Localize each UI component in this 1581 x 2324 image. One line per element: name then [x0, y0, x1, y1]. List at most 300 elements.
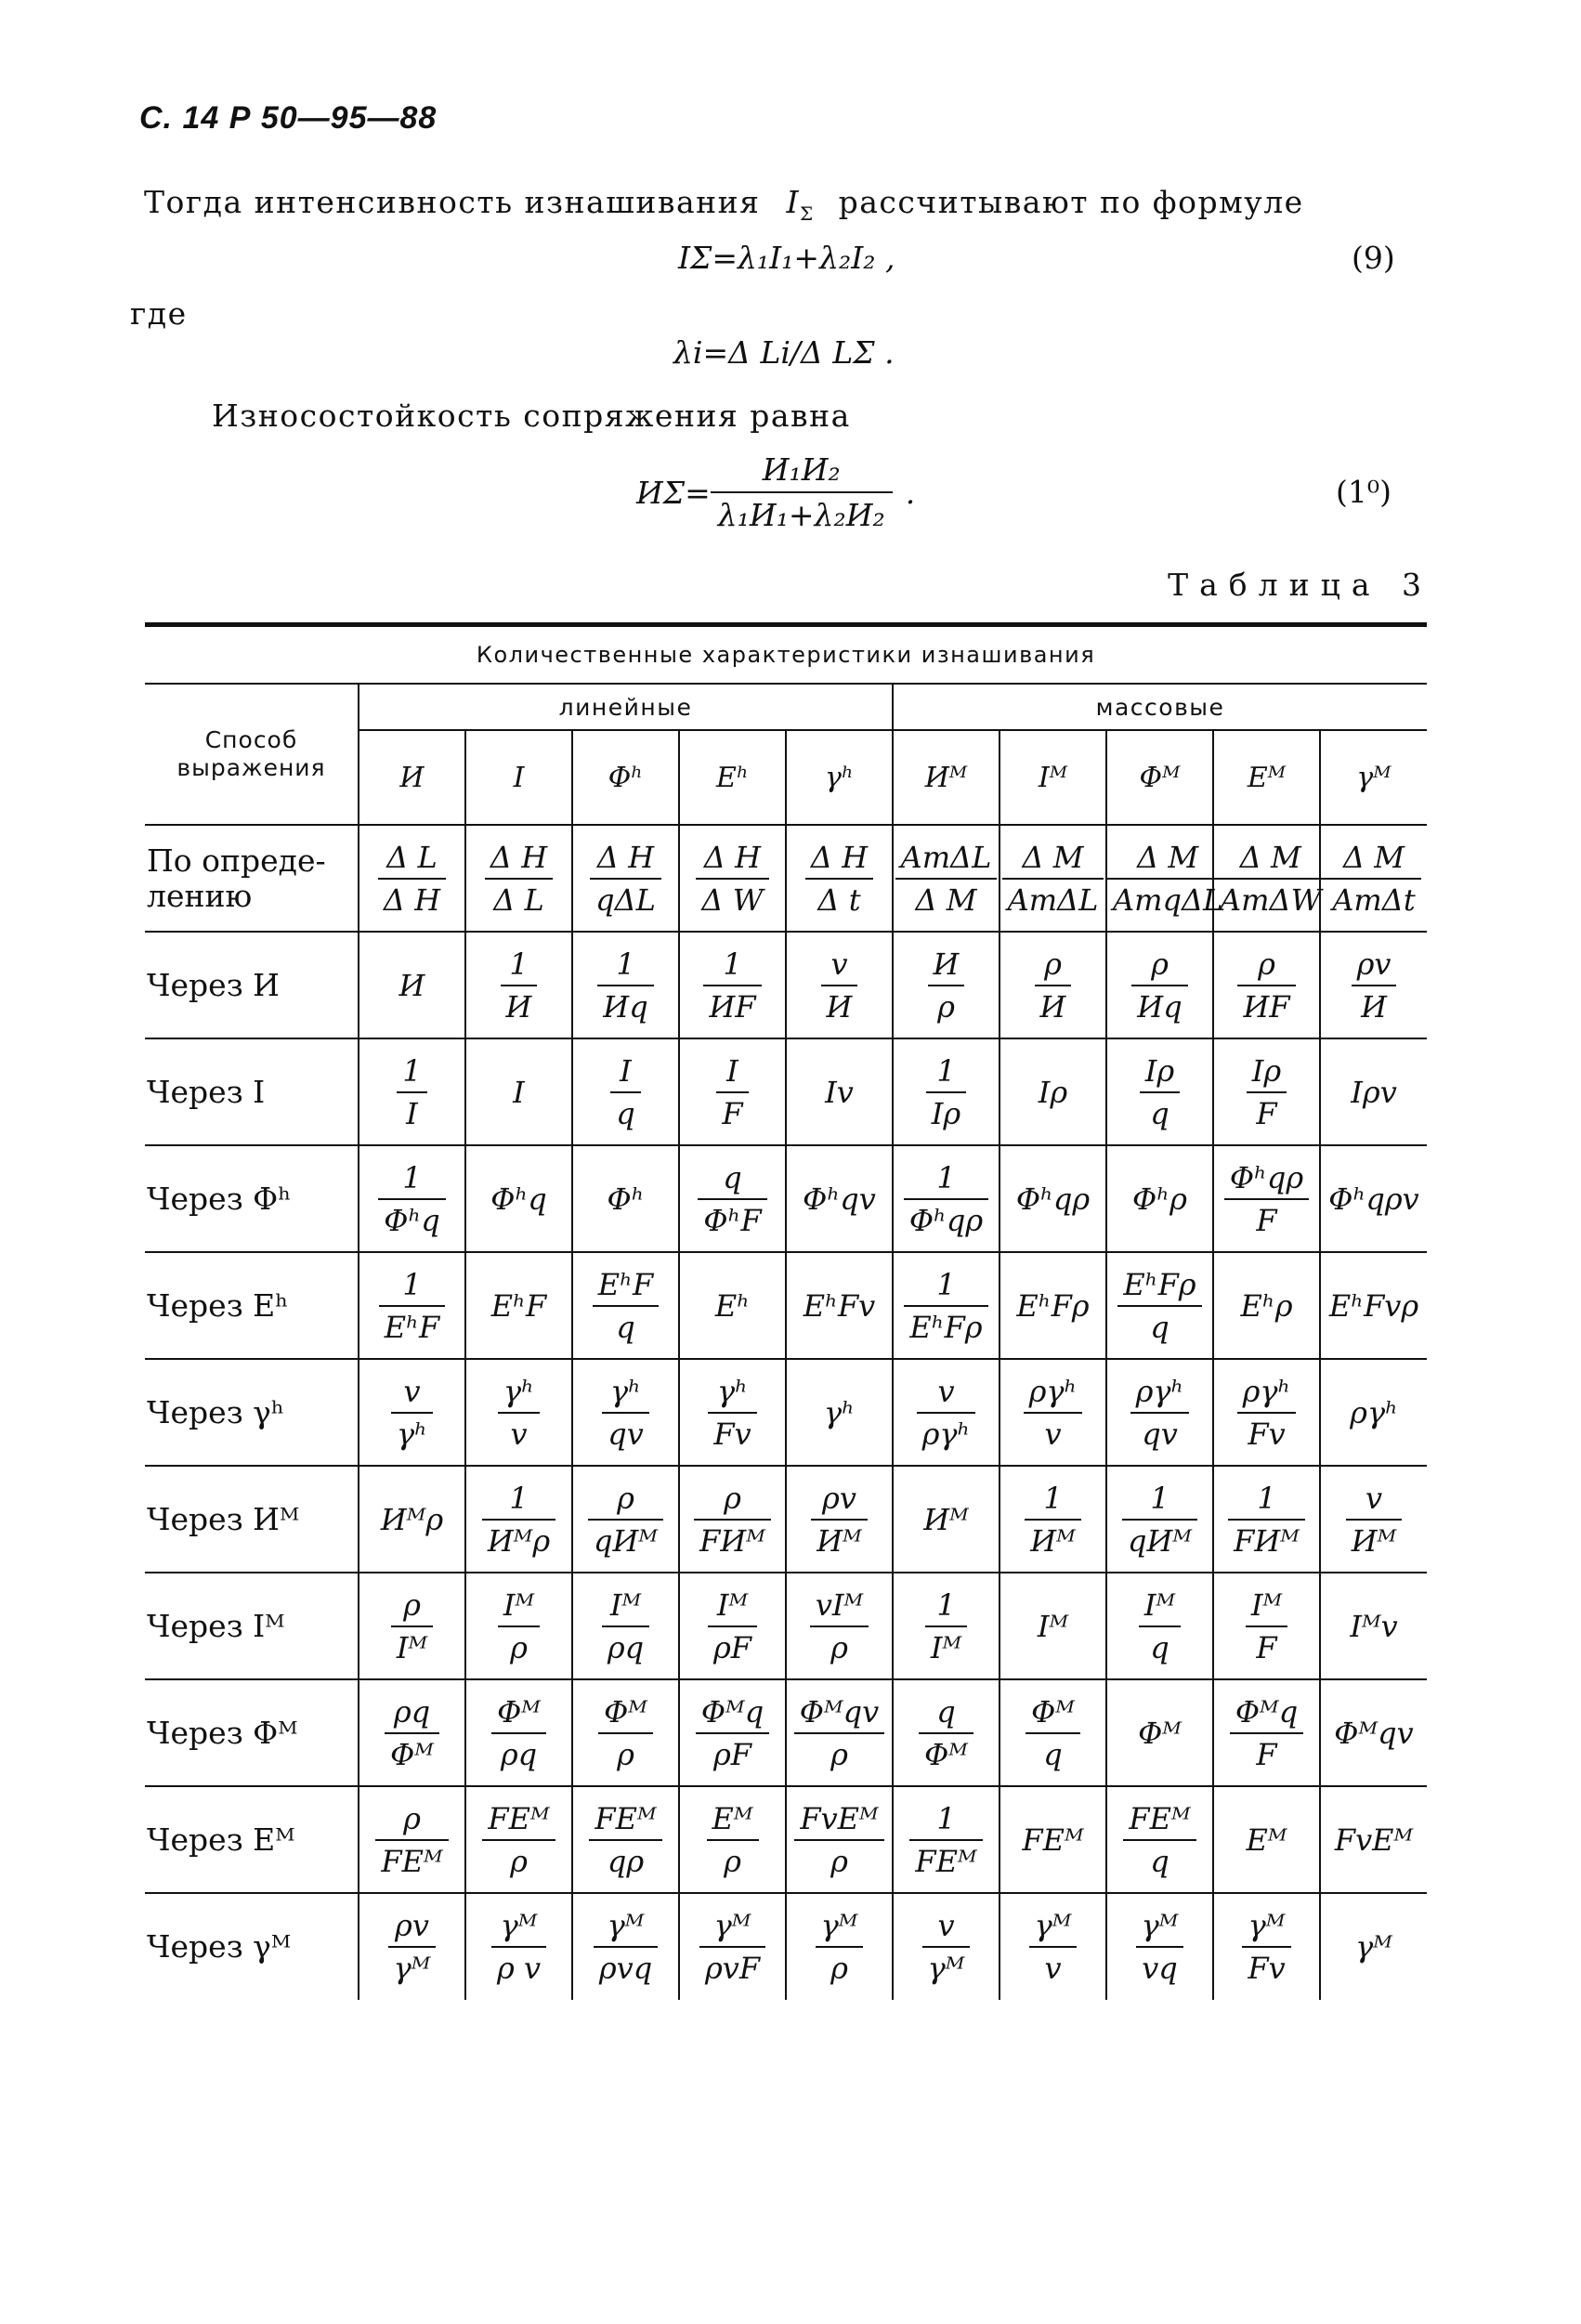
formula-cell [1213, 1252, 1320, 1359]
formula-numerator: Iρ [1144, 1052, 1175, 1089]
equation-10-numerator: И₁И₂ [762, 451, 841, 488]
row-label: По опреде- лению [145, 825, 359, 932]
formula-fraction [588, 1482, 663, 1559]
formula-fraction [1136, 1909, 1184, 1986]
formula-cell [1320, 1679, 1427, 1786]
formula-fraction [1024, 1375, 1083, 1452]
formula-cell [786, 1359, 893, 1466]
table-row [145, 1679, 1427, 1786]
formula-fraction [708, 1375, 756, 1452]
table-row [145, 1466, 1427, 1573]
formula-cell [359, 1893, 465, 2000]
formula-cell [1213, 1466, 1320, 1573]
formula-numerator: I [726, 1052, 738, 1089]
formula-cell [679, 1893, 786, 2000]
formula-fraction [810, 1588, 869, 1665]
formula-denominator: ρ [794, 1732, 884, 1772]
formula-expression: Iᴹ [1037, 1608, 1069, 1644]
formula-denominator: AтΔt [1326, 878, 1420, 918]
formula-denominator: F [1247, 1091, 1287, 1131]
formula-cell [1106, 1038, 1213, 1145]
formula-numerator: ρ [1258, 946, 1275, 982]
row-label: Через Iᴹ [145, 1573, 359, 1679]
formula-denominator: FИᴹ [694, 1519, 771, 1559]
formula-cell [786, 1679, 893, 1786]
formula-fraction [1002, 841, 1104, 918]
formula-fraction [1035, 947, 1072, 1025]
formula-numerator: 1 [509, 1480, 529, 1516]
formula-fraction [696, 841, 768, 918]
formula-numerator: γʰ [717, 1373, 748, 1409]
formula-fraction [922, 1909, 971, 1986]
formula-numerator: I [620, 1052, 632, 1089]
formula-fraction [1029, 1909, 1078, 1986]
formula-cell [1106, 825, 1223, 932]
formula-fraction [597, 947, 653, 1025]
formula-numerator: ργʰ [1028, 1373, 1078, 1409]
formula-fraction [498, 1588, 540, 1665]
formula-cell [465, 1145, 572, 1252]
formula-cell [359, 1038, 465, 1145]
formula-expression: Iρ [1038, 1074, 1068, 1110]
group-header-linear: линейные [359, 684, 893, 730]
symbol-header-E-h: Eʰ [679, 730, 786, 825]
formula-numerator: γᴹ [1248, 1908, 1286, 1944]
formula-expression: Φᴹ [1138, 1715, 1182, 1751]
equation-10-dot: . [905, 474, 916, 511]
formula-cell [1320, 1359, 1427, 1466]
formula-cell [679, 1466, 786, 1573]
formula-cell [1000, 1252, 1106, 1359]
formula-expression: EʰF [490, 1287, 547, 1324]
formula-cell [1106, 1466, 1213, 1573]
formula-denominator: ρ [482, 1839, 555, 1879]
formula-cell [1213, 1573, 1320, 1679]
formula-numerator: 1 [723, 946, 742, 982]
formula-cell [572, 1679, 679, 1786]
row-label: Через Φᴹ [145, 1679, 359, 1786]
formula-denominator: ργʰ [917, 1412, 976, 1452]
formula-denominator: Iᴹ [391, 1625, 433, 1665]
formula-fraction [1139, 1588, 1181, 1665]
formula-denominator: Φᴹ [385, 1732, 439, 1772]
formula-numerator: ρv [822, 1480, 856, 1516]
formula-fraction [1122, 1482, 1197, 1559]
formula-cell [465, 1359, 572, 1466]
formula-expression: Φᴹqv [1334, 1715, 1414, 1751]
formula-cell [1213, 825, 1320, 932]
formula-denominator: Φʰq [378, 1198, 446, 1238]
formula-denominator: F [716, 1091, 748, 1131]
formula-denominator: Φᴹ [919, 1732, 973, 1772]
formula-cell [1213, 1359, 1320, 1466]
formula-denominator: γᴹ [388, 1946, 437, 1986]
formula-expression: FEᴹ [1022, 1821, 1084, 1858]
equation-10 [636, 451, 915, 533]
formula-expression: Φʰqv [803, 1181, 876, 1217]
table-stub-header: Способ выражения [145, 684, 359, 825]
equation-10-fraction [711, 451, 893, 533]
equation-10-lhs: ИΣ= [636, 474, 711, 511]
formula-fraction [1130, 1375, 1190, 1452]
formula-cell [572, 1038, 679, 1145]
formula-fraction [1107, 841, 1228, 918]
formula-cell [465, 1893, 572, 2000]
formula-cell [679, 1038, 786, 1145]
formula-numerator: γᴹ [1141, 1908, 1179, 1944]
formula-numerator: 1 [509, 946, 529, 982]
formula-cell [1106, 1893, 1213, 2000]
formula-fraction [1237, 947, 1295, 1025]
formula-cell [1106, 1145, 1213, 1252]
formula-cell [1000, 1038, 1106, 1145]
formula-denominator: Иᴹ [1025, 1519, 1081, 1559]
formula-numerator: Iᴹ [609, 1586, 642, 1623]
formula-denominator: Иᴹρ [482, 1519, 555, 1559]
formula-cell [572, 1573, 679, 1679]
formula-expression: Iρv [1351, 1074, 1397, 1110]
formula-denominator: Иᴹ [811, 1519, 868, 1559]
formula-denominator: v [1024, 1412, 1083, 1452]
formula-fraction [482, 1802, 555, 1879]
formula-cell [679, 1786, 786, 1893]
formula-cell [1000, 825, 1106, 932]
formula-cell [1320, 1893, 1427, 2000]
formula-cell [679, 1145, 786, 1252]
formula-cell [1000, 1145, 1106, 1252]
formula-fraction [694, 1482, 771, 1559]
formula-denominator: Φʰqρ [904, 1198, 988, 1238]
formula-denominator: q [1026, 1732, 1080, 1772]
formula-cell [1320, 1145, 1427, 1252]
formula-cell [465, 1786, 572, 1893]
paragraph-intensity-text: Тогда интенсивность изнашивания [144, 184, 761, 220]
formula-cell [786, 1893, 893, 2000]
formula-cell [1106, 1786, 1213, 1893]
formula-cell [893, 1145, 1000, 1252]
formula-cell [359, 932, 465, 1038]
formula-numerator: 1 [936, 1052, 956, 1089]
formula-denominator: Δ t [805, 878, 873, 918]
formula-numerator: FEᴹ [1129, 1800, 1191, 1836]
formula-numerator: Φᴹ [1031, 1693, 1075, 1730]
formula-numerator: γʰ [503, 1373, 534, 1409]
formula-fraction [491, 1909, 546, 1986]
formula-denominator: AтΔW [1214, 878, 1326, 918]
formula-fraction [928, 947, 965, 1025]
formula-numerator: Δ H [596, 839, 655, 875]
formula-cell [1000, 1359, 1106, 1466]
formula-numerator: ρ [1044, 946, 1062, 982]
formula-numerator: ρ [403, 1586, 421, 1623]
formula-cell [1320, 1786, 1427, 1893]
formula-cell [1320, 1038, 1427, 1145]
formula-denominator: AтqΔL [1107, 878, 1228, 918]
formula-cell [1106, 1359, 1213, 1466]
formula-cell [679, 1252, 786, 1359]
formula-numerator: Eᴹ [712, 1800, 753, 1836]
formula-denominator: qИᴹ [588, 1519, 663, 1559]
formula-fraction [610, 1054, 640, 1131]
formula-expression: γʰ [824, 1394, 855, 1430]
formula-numerator: Φᴹqv [799, 1693, 880, 1730]
formula-numerator: v [937, 1373, 955, 1409]
formula-fraction [1025, 1482, 1081, 1559]
formula-numerator: Δ M [1137, 839, 1199, 875]
formula-numerator: 1 [402, 1266, 422, 1302]
table-row [145, 825, 1427, 932]
formula-denominator: Fv [1242, 1946, 1290, 1986]
formula-denominator: ρvq [594, 1946, 658, 1986]
formula-cell [359, 1466, 465, 1573]
group-header-mass: массовые [893, 684, 1427, 730]
formula-cell [1213, 1679, 1320, 1786]
formula-fraction [1117, 1268, 1201, 1345]
formula-fraction [501, 947, 538, 1025]
formula-cell [679, 825, 786, 932]
symbol-header-Phi-m: Φᴹ [1106, 730, 1213, 825]
formula-fraction [926, 1054, 966, 1131]
formula-denominator: FИᴹ [1228, 1519, 1305, 1559]
formula-cell [572, 1786, 679, 1893]
formula-fraction [1230, 1695, 1303, 1772]
equation-9-number: (9) [1352, 240, 1395, 276]
formula-numerator: Δ H [703, 839, 762, 875]
formula-denominator: q [1117, 1305, 1201, 1345]
formula-denominator: vq [1136, 1946, 1184, 1986]
formula-denominator: q [593, 1305, 659, 1345]
formula-numerator: 1 [936, 1266, 956, 1302]
formula-denominator: ρ [498, 1625, 540, 1665]
symbol-header-Phi-h: Φʰ [572, 730, 679, 825]
table-3 [145, 622, 1427, 2000]
formula-fraction [811, 1482, 868, 1559]
formula-cell [893, 932, 1000, 1038]
formula-cell [893, 1786, 1000, 1893]
formula-numerator: AтΔL [900, 839, 992, 875]
formula-fraction [379, 1268, 445, 1345]
formula-cell [786, 1038, 893, 1145]
formula-cell [359, 1145, 465, 1252]
formula-numerator: ρv [395, 1908, 429, 1944]
formula-numerator: γᴹ [820, 1908, 858, 1944]
formula-numerator: vIᴹ [815, 1586, 864, 1623]
formula-numerator: v [403, 1373, 421, 1409]
formula-expression: Φʰq [490, 1181, 547, 1217]
row-label: Через γʰ [145, 1359, 359, 1466]
formula-cell [572, 1466, 679, 1573]
formula-numerator: Δ H [810, 839, 869, 875]
formula-denominator: Iρ [926, 1091, 966, 1131]
formula-fraction [805, 841, 873, 918]
formula-fraction [397, 1054, 426, 1131]
formula-denominator: v [498, 1412, 540, 1452]
formula-numerator: Δ L [386, 839, 438, 875]
formula-fraction [698, 1161, 766, 1238]
formula-denominator: Иq [1131, 985, 1187, 1025]
formula-numerator: v [830, 946, 848, 982]
symbol-header-I: I [465, 730, 572, 825]
formula-numerator: ρ [724, 1480, 741, 1516]
formula-expression: Φʰρ [1132, 1181, 1187, 1217]
formula-fraction [1224, 1161, 1309, 1238]
formula-fraction [1026, 1695, 1080, 1772]
formula-numerator: Iᴹ [1143, 1586, 1176, 1623]
formula-numerator: Δ M [1022, 839, 1084, 875]
formula-numerator: γᴹ [1034, 1908, 1072, 1944]
formula-cell [1000, 1466, 1106, 1573]
formula-expression: Иᴹρ [380, 1501, 444, 1537]
formula-fraction [1140, 1054, 1180, 1131]
formula-cell [465, 932, 572, 1038]
formula-numerator: ρv [1356, 946, 1392, 982]
formula-numerator: q [723, 1159, 742, 1195]
formula-numerator: γᴹ [607, 1908, 645, 1944]
formula-cell [1106, 1679, 1213, 1786]
formula-denominator: ρq [602, 1625, 649, 1665]
formula-numerator: 1 [402, 1052, 422, 1089]
formula-cell [572, 1893, 679, 2000]
formula-numerator: ργʰ [1242, 1373, 1291, 1409]
formula-denominator: F [1224, 1198, 1309, 1238]
formula-cell [1320, 825, 1427, 932]
formula-denominator: AтΔL [1002, 878, 1104, 918]
formula-expression: Eᴹ [1246, 1821, 1287, 1858]
formula-cell [572, 1252, 679, 1359]
formula-denominator: Иᴹ [1346, 1519, 1403, 1559]
formula-denominator: q [1123, 1839, 1196, 1879]
formula-denominator: ρ [794, 1839, 883, 1879]
formula-numerator: Iᴹ [503, 1586, 535, 1623]
formula-denominator: И [821, 985, 858, 1025]
formula-fraction [590, 841, 661, 918]
table-row [145, 1252, 1427, 1359]
formula-fraction [925, 1588, 967, 1665]
formula-numerator: Φᴹ [497, 1693, 541, 1730]
formula-denominator: ρF [696, 1732, 769, 1772]
formula-numerator: 1 [1150, 1480, 1169, 1516]
formula-denominator: Fv [1237, 1412, 1297, 1452]
formula-denominator: ρ [707, 1839, 759, 1879]
formula-denominator: FEᴹ [375, 1839, 448, 1879]
formula-numerator: И [933, 946, 960, 982]
formula-cell [786, 1573, 893, 1679]
formula-cell [572, 1359, 679, 1466]
formula-numerator: ργʰ [1135, 1373, 1184, 1409]
formula-fraction [707, 1802, 759, 1879]
formula-numerator: γʰ [610, 1373, 641, 1409]
paragraph-intensity [144, 184, 1304, 225]
formula-fraction [589, 1802, 661, 1879]
formula-denominator: И [1035, 985, 1072, 1025]
formula-denominator: qρ [589, 1839, 661, 1879]
paragraph-wear-resistance: Износостойкость сопряжения равна [212, 398, 851, 434]
formula-denominator: FEᴹ [909, 1839, 982, 1879]
formula-fraction [794, 1802, 883, 1879]
formula-cell [359, 1252, 465, 1359]
formula-cell [572, 932, 679, 1038]
formula-fraction [794, 1695, 884, 1772]
formula-denominator: ρq [491, 1732, 546, 1772]
formula-denominator: Δ M [895, 878, 998, 918]
formula-fraction [375, 1802, 448, 1879]
formula-cell [1000, 1893, 1106, 2000]
formula-denominator: ρvF [699, 1946, 765, 1986]
formula-fraction [917, 1375, 976, 1452]
formula-cell [465, 1038, 572, 1145]
intensity-symbol: I [786, 184, 800, 220]
formula-cell [1106, 932, 1213, 1038]
row-label: Через I [145, 1038, 359, 1145]
formula-cell [893, 1359, 1000, 1466]
formula-numerator: Δ M [1343, 839, 1405, 875]
formula-cell [679, 1573, 786, 1679]
formula-fraction [1123, 1802, 1196, 1879]
formula-fraction [1326, 841, 1420, 918]
formula-cell [893, 1893, 1000, 2000]
symbol-header-I-cyr-m: Иᴹ [893, 730, 1000, 825]
row-label: Через γᴹ [147, 1928, 292, 1965]
formula-cell [679, 932, 786, 1038]
formula-numerator: Φʰqρ [1229, 1159, 1304, 1195]
formula-cell [465, 1573, 572, 1679]
formula-fraction [385, 1695, 439, 1772]
table-main-caption: Количественные характеристики изнашивания [145, 625, 1427, 685]
formula-denominator: qΔL [590, 878, 661, 918]
formula-numerator: 1 [402, 1159, 422, 1195]
formula-cell [1000, 932, 1106, 1038]
formula-fraction [482, 1482, 555, 1559]
formula-cell [1000, 1573, 1106, 1679]
formula-cell [1213, 1893, 1320, 2000]
formula-denominator: И [501, 985, 538, 1025]
formula-fraction [391, 1588, 433, 1665]
formula-numerator: Φᴹq [1235, 1693, 1299, 1730]
table-row [145, 1145, 1427, 1252]
formula-cell [1213, 1786, 1320, 1893]
formula-denominator: Δ H [378, 878, 446, 918]
formula-expression: EʰFρ [1016, 1287, 1090, 1324]
formula-numerator: 1 [616, 946, 635, 982]
formula-denominator: q [1140, 1091, 1180, 1131]
symbol-header-E-m: Eᴹ [1213, 730, 1320, 825]
formula-cell [893, 1679, 1000, 1786]
formula-cell [359, 1573, 465, 1679]
formula-numerator: Iρ [1251, 1052, 1282, 1089]
formula-fraction [708, 1588, 757, 1665]
formula-fraction [699, 1909, 765, 1986]
row-label: Через Иᴹ [145, 1466, 359, 1573]
formula-denominator: ИF [703, 985, 761, 1025]
formula-numerator: FEᴹ [595, 1800, 657, 1836]
formula-fraction [391, 1375, 433, 1452]
formula-cell [359, 1359, 465, 1466]
formula-denominator: Δ L [485, 878, 553, 918]
formula-denominator: И [1352, 985, 1397, 1025]
formula-denominator: F [1230, 1732, 1303, 1772]
formula-cell [786, 1466, 893, 1573]
formula-numerator: 1 [1257, 1480, 1276, 1516]
formula-numerator: FvEᴹ [800, 1800, 879, 1836]
formula-denominator: ρ [598, 1732, 653, 1772]
formula-expression: ργʰ [1350, 1394, 1398, 1430]
formula-fraction [909, 1802, 982, 1879]
formula-denominator: γᴹ [922, 1946, 971, 1986]
formula-cell [893, 1573, 1000, 1679]
formula-expression: FvEᴹ [1334, 1821, 1414, 1858]
formula-fraction [919, 1695, 973, 1772]
formula-fraction [1242, 1909, 1290, 1986]
